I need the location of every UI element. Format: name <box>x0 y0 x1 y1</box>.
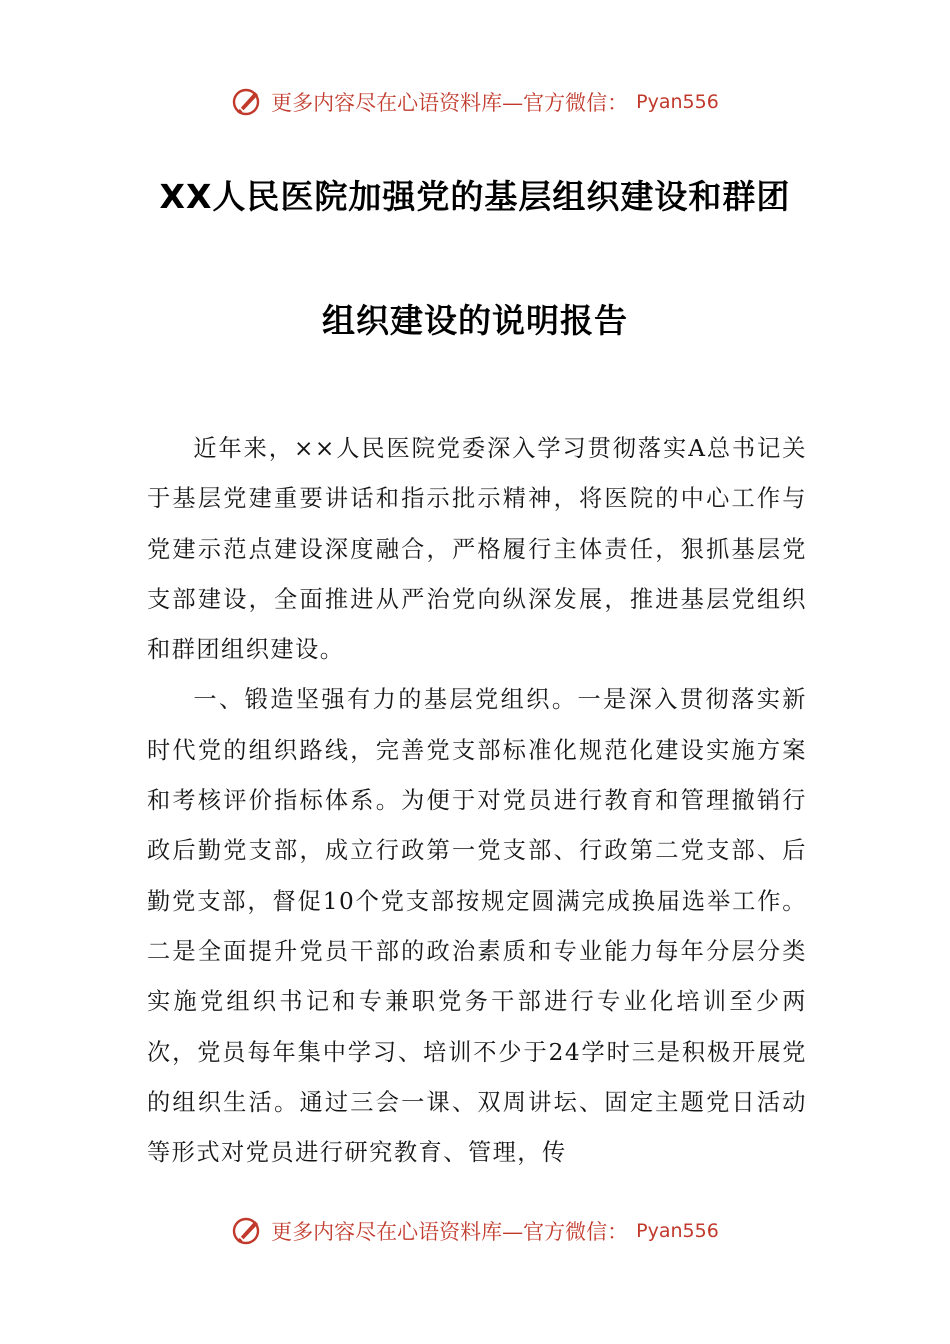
pen-logo-icon <box>231 1215 263 1247</box>
watermark-wechat-id: Pyan556 <box>636 91 719 113</box>
watermark-wechat-id: Pyan556 <box>636 1220 719 1242</box>
watermark-footer <box>0 1211 950 1251</box>
document-body <box>147 424 807 1184</box>
paragraph-section-1: 一、锻造坚强有力的基层党组织。一是深入贯彻落实新时代党的组织路线，完善党支部标准化规范化建设实施方案和考核评价指标体系。为便于对党员进行教育和管理撤销行政后勤党支部，成立行政第一党支部、行政第二党支部、后勤党支部，督促10个党支部按规定圆满完成换届选举工作。二是全面提升党员干部的政治素质和专业能力每年分层分类实施党组织书记和专兼职党务干部进行专业化培训至少两次，党员每年集中学习、培训不少于24学时三是积极开展党的组织生活。通过三会一课、双周讲坛、固定主题党日活动等形式对党员进行研究教育、管理，传 <box>147 686 807 1167</box>
paragraph-intro: 近年来，××人民医院党委深入学习贯彻落实A总书记关于基层党建重要讲话和指示批示精神，将医院的中心工作与党建示范点建设深度融合，严格履行主体责任，狠抓基层党支部建设，全面推进从严治党向纵深发展，推进基层党组织和群团组织建设。 <box>147 435 807 664</box>
watermark-header <box>0 82 950 122</box>
document-title-line-1: XX人民医院加强党的基层组织建设和群团 <box>159 177 791 216</box>
document-title-line-2: 组织建设的说明报告 <box>322 301 628 340</box>
watermark-text: 更多内容尽在心语资料库—官方微信： <box>271 1220 629 1244</box>
pen-logo-icon <box>231 86 263 118</box>
watermark-text: 更多内容尽在心语资料库—官方微信： <box>271 91 629 115</box>
